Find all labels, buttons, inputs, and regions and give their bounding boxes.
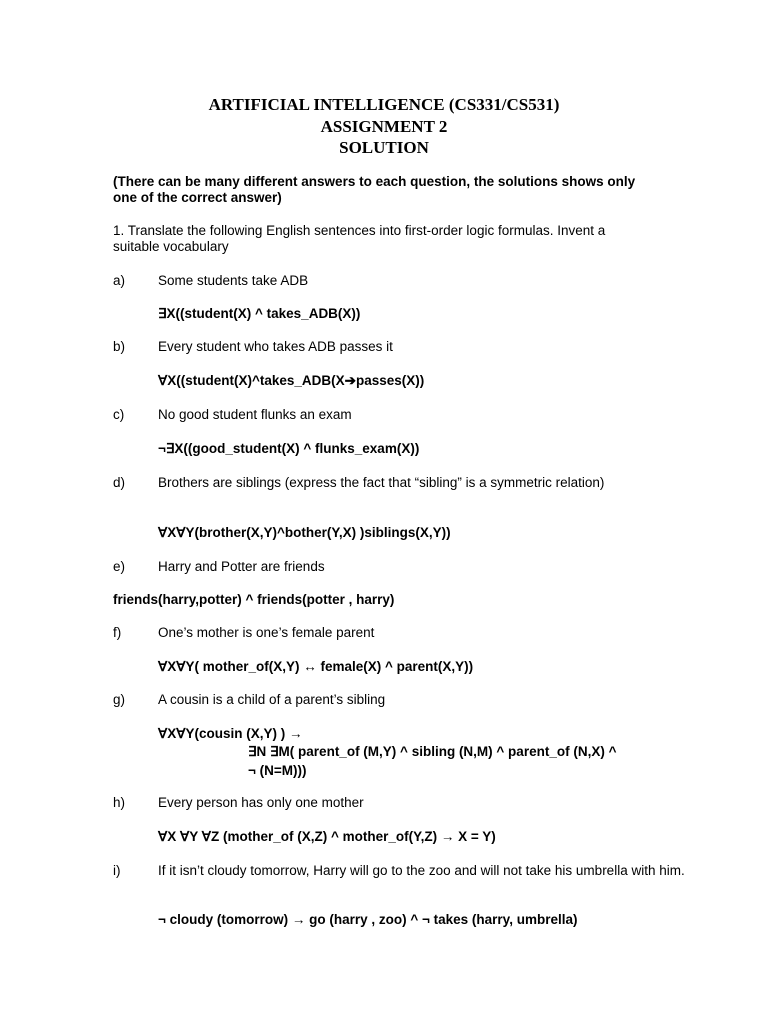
answer-i: ¬ cloudy (tomorrow) → go (harry , zoo) ^ ¬ takes (harry, umbrella): [158, 912, 578, 927]
item-f: [113, 625, 643, 641]
answer-a: ∃X((student(X) ^ takes_ADB(X)): [158, 306, 361, 321]
item-e: [113, 559, 643, 575]
question-1: 1. Translate the following English sentences into first-order logic formulas. Invent a suitable vocabulary: [113, 223, 606, 254]
item-h: [113, 795, 643, 811]
item-text: One’s mother is one’s female parent: [158, 625, 375, 640]
solution-heading: SOLUTION: [339, 138, 429, 157]
item-i: [113, 863, 688, 879]
item-g: [113, 692, 643, 708]
answer-c: ¬∃X((good_student(X) ^ flunks_exam(X)): [158, 441, 420, 456]
item-text: Harry and Potter are friends: [158, 559, 325, 574]
item-label: g): [113, 692, 126, 707]
item-text: Every student who takes ADB passes it: [158, 339, 393, 354]
item-label: a): [113, 273, 126, 288]
item-text: If it isn’t cloudy tomorrow, Harry will go to the zoo and will not take his umbrella with him.: [158, 863, 685, 878]
answer-b: ∀X((student(X)^takes_ADB(X➔passes(X)): [158, 373, 425, 388]
item-label: b): [113, 339, 126, 354]
answer-d: ∀X∀Y(brother(X,Y)^bother(Y,X) )siblings(X,Y)): [158, 525, 451, 540]
item-text: No good student flunks an exam: [158, 407, 352, 422]
item-label: c): [113, 407, 125, 422]
note-paragraph: (There can be many different answers to each question, the solutions shows only one of the correct answer): [113, 174, 636, 205]
item-text: Some students take ADB: [158, 273, 309, 288]
item-c: [113, 407, 643, 423]
answer-g-line1: ∀X∀Y(cousin (X,Y) ) →: [158, 726, 303, 741]
item-label: d): [113, 475, 126, 490]
document-title: ARTIFICIAL INTELLIGENCE (CS331/CS531): [208, 95, 560, 114]
item-label: e): [113, 559, 126, 574]
answer-e: friends(harry,potter) ^ friends(potter , harry): [113, 592, 395, 607]
item-label: i): [113, 863, 121, 878]
answer-g-line2: ∃N ∃M( parent_of (M,Y) ^ sibling (N,M) ^ parent_of (N,X) ^: [248, 744, 617, 759]
answer-f: ∀X∀Y( mother_of(X,Y) ↔ female(X) ^ parent(X,Y)): [158, 659, 474, 674]
item-label: f): [113, 625, 122, 640]
item-text: Brothers are siblings (express the fact that “sibling” is a symmetric relation): [158, 475, 605, 490]
item-a: [113, 273, 643, 289]
answer-g-line3: ¬ (N=M))): [248, 763, 307, 778]
item-d: [113, 475, 688, 491]
item-b: [113, 339, 643, 355]
answer-h: ∀X ∀Y ∀Z (mother_of (X,Z) ^ mother_of(Y,Z) → X = Y): [158, 829, 496, 844]
item-text: Every person has only one mother: [158, 795, 364, 810]
item-text: A cousin is a child of a parent’s sibling: [158, 692, 386, 707]
item-label: h): [113, 795, 126, 810]
assignment-heading: ASSIGNMENT 2: [320, 117, 448, 136]
